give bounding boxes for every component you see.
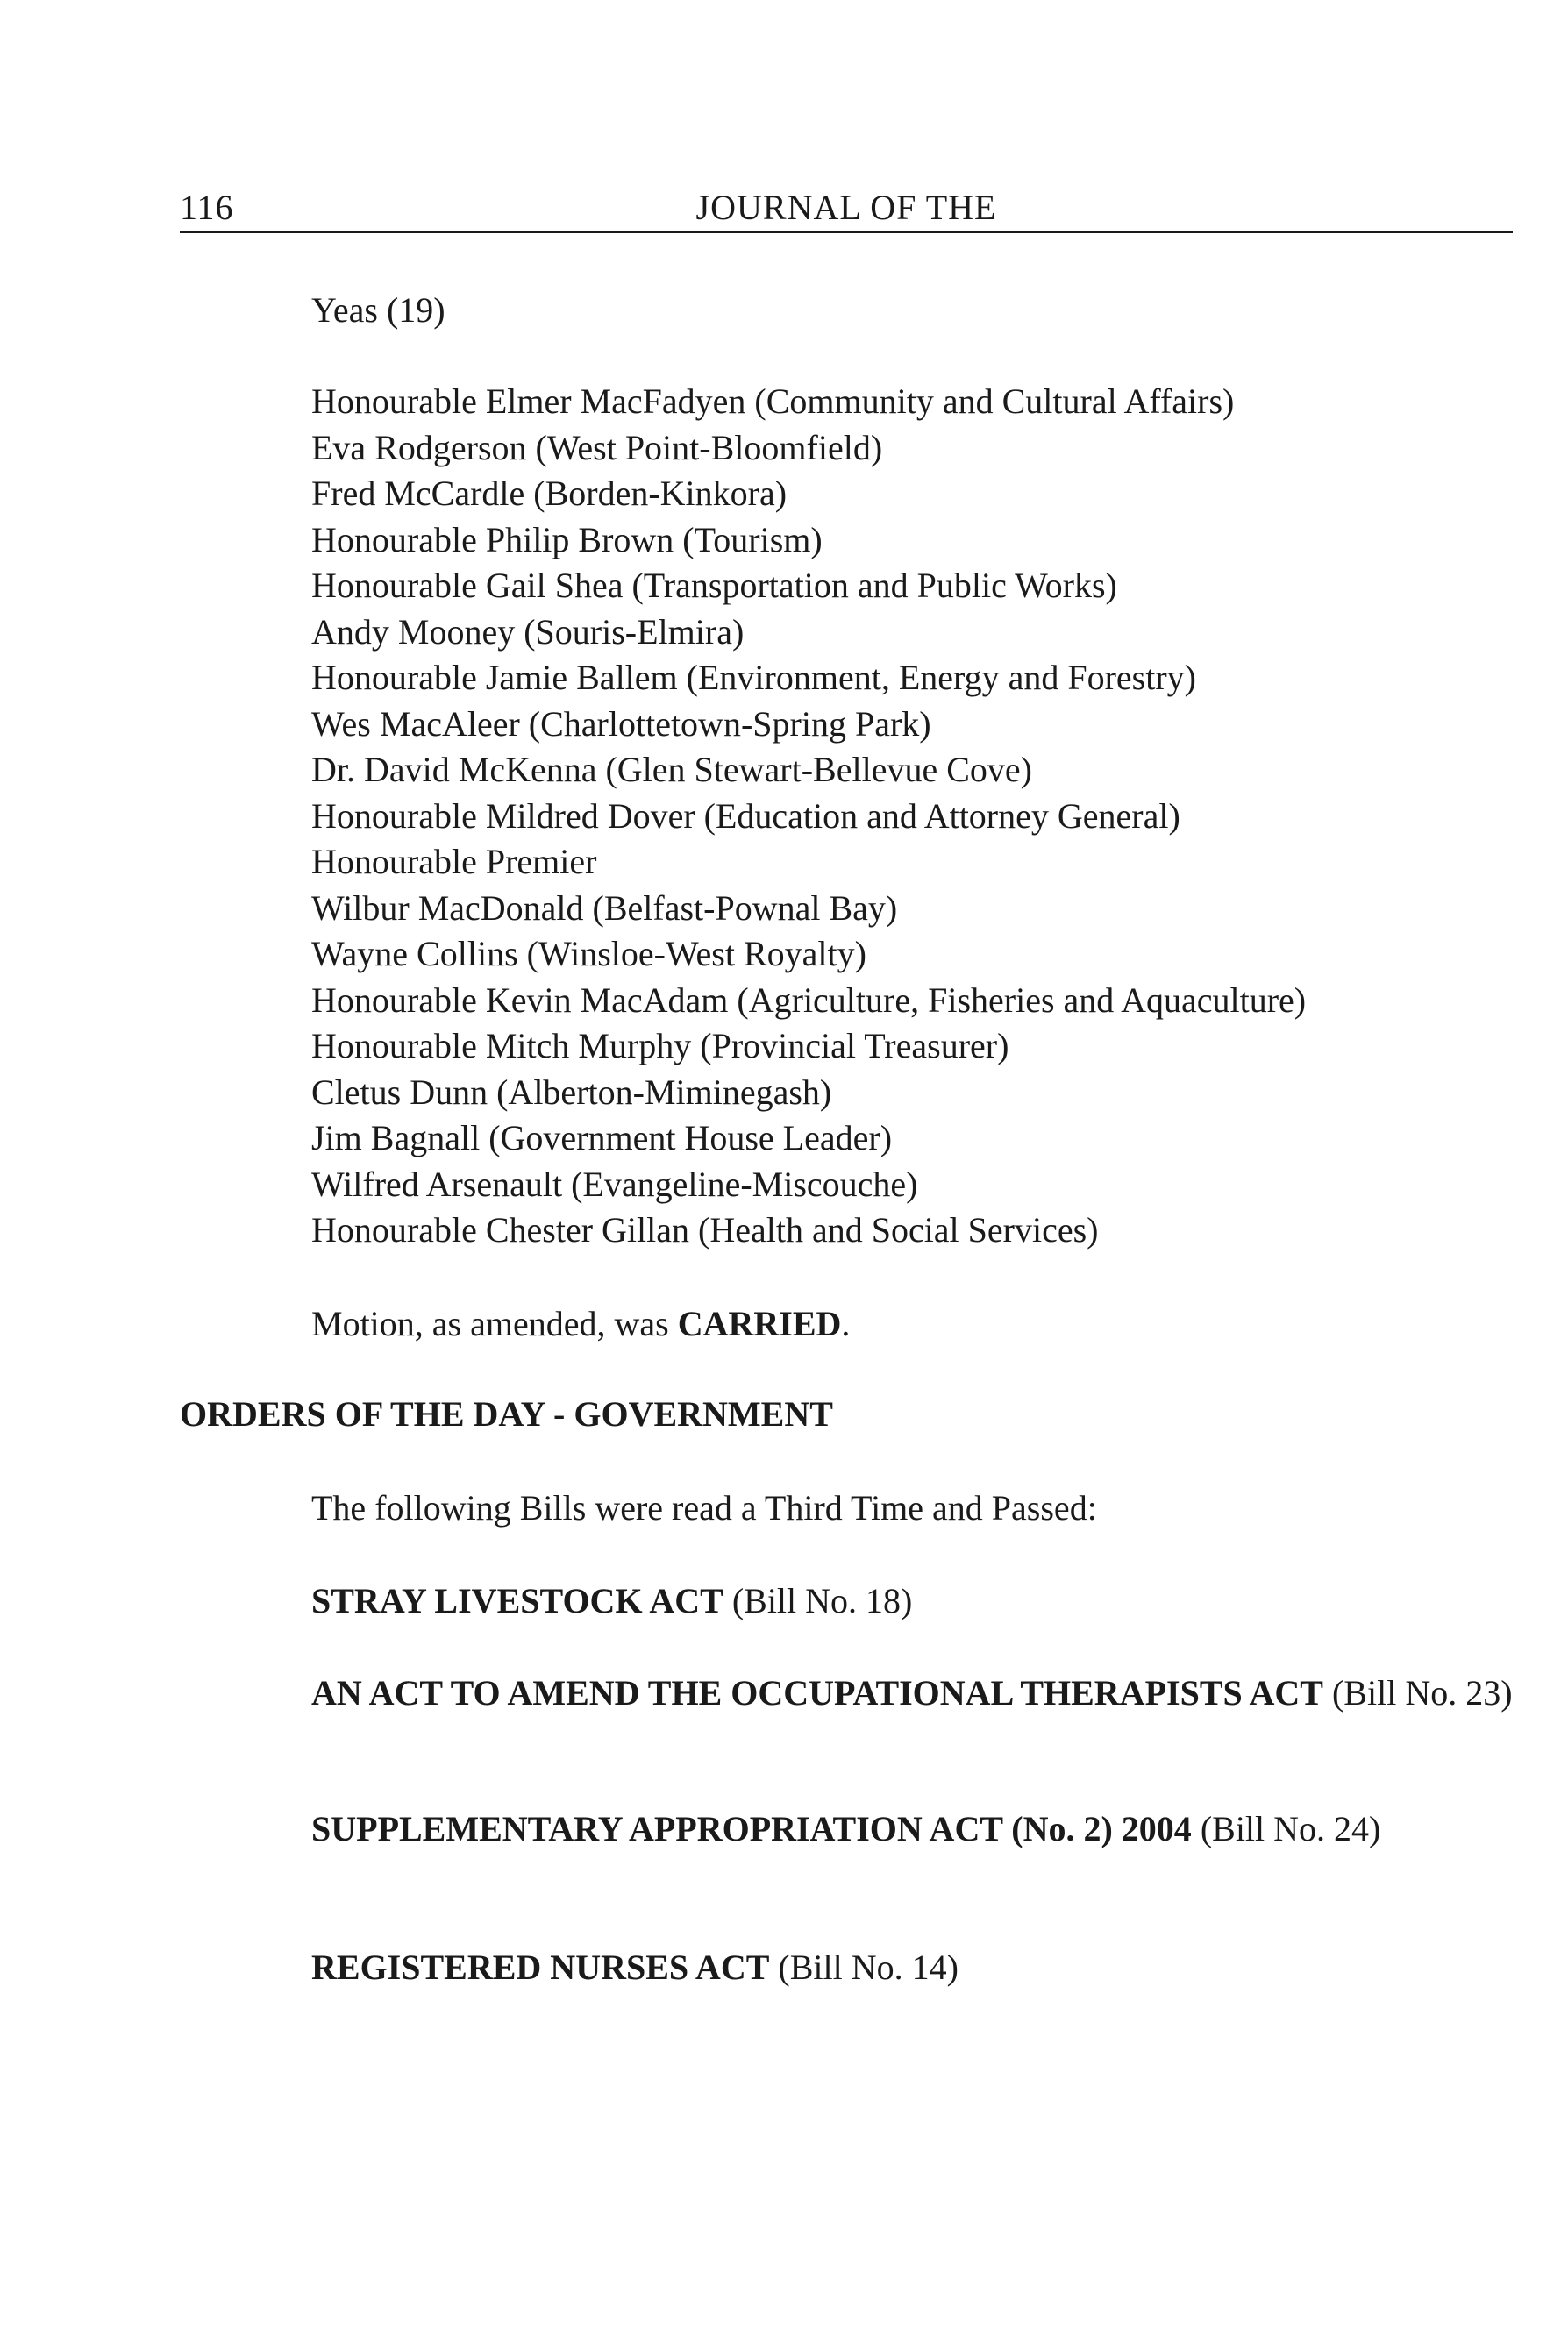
member-entry: Honourable Elmer MacFadyen (Community and Cultural Affairs) xyxy=(311,381,1235,421)
motion-status: CARRIED xyxy=(677,1304,842,1343)
motion-result xyxy=(311,1301,850,1347)
member-entry: Honourable Kevin MacAdam (Agriculture, Fisheries and Aquaculture) xyxy=(311,979,1307,1020)
bill-number: (Bill No. 24) xyxy=(1191,1809,1381,1848)
page-header xyxy=(180,180,1513,233)
member-entry: Eva Rodgerson (West Point-Bloomfield) xyxy=(311,427,883,467)
member-entry: Wayne Collins (Winsloe-West Royalty) xyxy=(311,934,866,973)
bill-title: STRAY LIVESTOCK ACT xyxy=(311,1581,723,1620)
bills-intro: The following Bills were read a Third Time and Passed: xyxy=(311,1488,1097,1528)
member-entry: Honourable Premier xyxy=(311,842,597,881)
section-heading: ORDERS OF THE DAY - GOVERNMENT xyxy=(180,1394,833,1434)
page-number: 116 xyxy=(180,188,234,227)
motion-prefix: Motion, as amended, was xyxy=(311,1304,678,1343)
yeas-member-list xyxy=(311,379,1306,1254)
member-entry: Honourable Gail Shea (Transportation and Public Works) xyxy=(311,566,1117,605)
yeas-label: Yeas (19) xyxy=(311,290,445,330)
member-entry: Honourable Mildred Dover (Education and Attorney General) xyxy=(311,795,1180,836)
bill-entry xyxy=(311,1945,1513,1991)
bill-number: (Bill No. 18) xyxy=(723,1581,913,1620)
member-entry: Honourable Jamie Ballem (Environment, Energy and Forestry) xyxy=(311,658,1197,697)
bill-title: SUPPLEMENTARY APPROPRIATION ACT (No. 2) 2004 xyxy=(311,1809,1192,1848)
member-entry: Wes MacAleer (Charlottetown-Spring Park) xyxy=(311,703,931,744)
bill-title: REGISTERED NURSES ACT xyxy=(311,1948,770,1987)
bill-number: (Bill No. 14) xyxy=(769,1948,959,1987)
bill-number: (Bill No. 23) xyxy=(1322,1673,1513,1713)
member-entry: Dr. David McKenna (Glen Stewart-Bellevue Cove) xyxy=(311,750,1032,789)
motion-suffix: . xyxy=(841,1304,851,1343)
member-entry: Honourable Mitch Murphy (Provincial Treasurer) xyxy=(311,1026,1009,1065)
member-entry: Fred McCardle (Borden-Kinkora) xyxy=(311,474,788,513)
member-entry: Cletus Dunn (Alberton-Miminegash) xyxy=(311,1072,832,1112)
member-entry: Andy Mooney (Souris-Elmira) xyxy=(311,611,745,652)
member-entry: Wilbur MacDonald (Belfast-Pownal Bay) xyxy=(311,887,898,928)
running-head: JOURNAL OF THE xyxy=(695,188,997,227)
member-entry: Wilfred Arsenault (Evangeline-Miscouche) xyxy=(311,1164,918,1204)
bill-entry xyxy=(311,1670,1513,1716)
bill-entry xyxy=(311,1578,1513,1624)
bill-title: AN ACT TO AMEND THE OCCUPATIONAL THERAPISTS ACT xyxy=(311,1673,1323,1713)
bill-entry xyxy=(311,1806,1513,1852)
member-entry: Jim Bagnall (Government House Leader) xyxy=(311,1118,893,1157)
member-entry: Honourable Chester Gillan (Health and Social Services) xyxy=(311,1210,1099,1250)
member-entry: Honourable Philip Brown (Tourism) xyxy=(311,519,823,559)
